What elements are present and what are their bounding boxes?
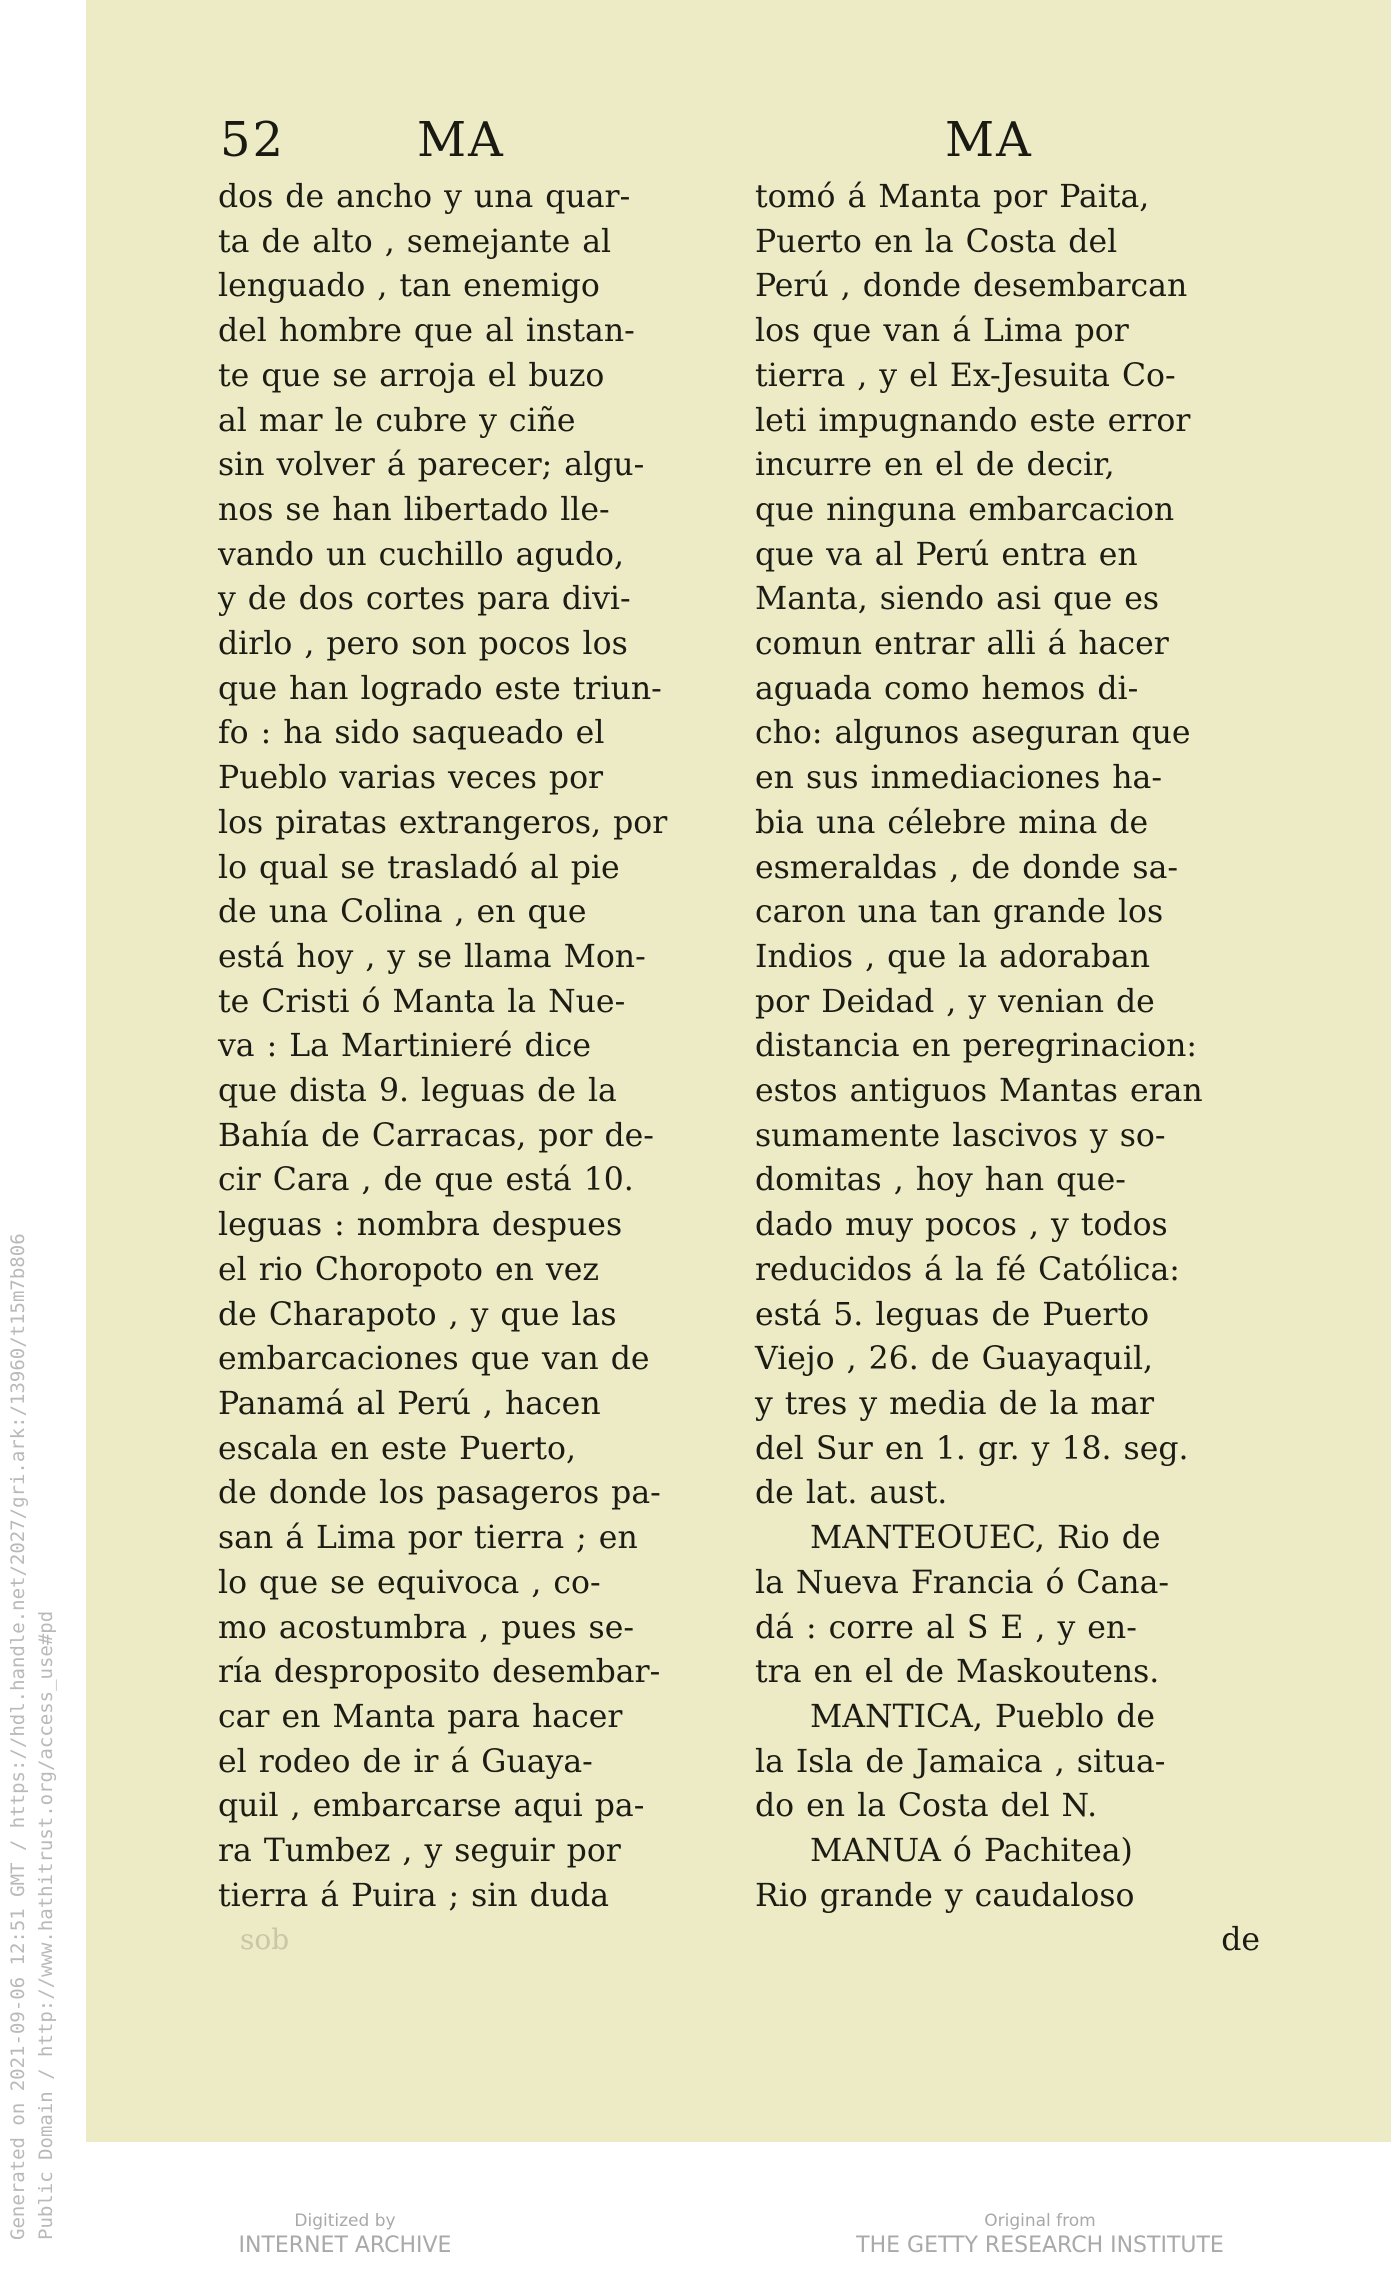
text-line: la Nueva Francia ó Cana- bbox=[755, 1564, 1170, 1601]
text-line: Manta, siendo asi que es bbox=[755, 581, 1160, 618]
text-line: leti impugnando este error bbox=[755, 402, 1191, 439]
text-line: comun entrar alli á hacer bbox=[755, 626, 1169, 663]
text-line: cir Cara , de que está 10. bbox=[218, 1162, 634, 1199]
text-line: lo que se equivoca , co- bbox=[218, 1564, 601, 1601]
catchword-right: de bbox=[1221, 1922, 1260, 1959]
text-line: nos se han libertado lle- bbox=[218, 491, 610, 528]
text-line: estos antiguos Mantas eran bbox=[755, 1073, 1203, 1110]
text-line: caron una tan grande los bbox=[755, 894, 1164, 931]
left-running-head: MA bbox=[417, 112, 505, 168]
text-line: que ninguna embarcacion bbox=[755, 491, 1175, 528]
text-line: car en Manta para hacer bbox=[218, 1698, 623, 1735]
text-line: dirlo , pero son pocos los bbox=[218, 626, 628, 663]
text-line: por Deidad , y venian de bbox=[755, 983, 1155, 1020]
text-line: de lat. aust. bbox=[755, 1475, 948, 1512]
text-line: del hombre que al instan- bbox=[218, 313, 635, 350]
text-line: tierra á Puira ; sin duda bbox=[218, 1877, 610, 1914]
text-line: que va al Perú entra en bbox=[755, 536, 1138, 573]
text-line: sin volver á parecer; algu- bbox=[218, 447, 645, 484]
text-line: bia una célebre mina de bbox=[755, 804, 1149, 841]
getty-institute-label: THE GETTY RESEARCH INSTITUTE bbox=[856, 2233, 1224, 2258]
text-line: do en la Costa del N. bbox=[755, 1788, 1098, 1825]
text-line: Pueblo varias veces por bbox=[218, 760, 604, 797]
text-line: está hoy , y se llama Mon- bbox=[218, 938, 646, 975]
text-line: de una Colina , en que bbox=[218, 894, 587, 931]
page-number: 52 bbox=[220, 112, 286, 168]
text-line: ra Tumbez , y seguir por bbox=[218, 1833, 621, 1870]
stamp-line-2: Public Domain / http://www.hathitrust.org/access_use#pd bbox=[35, 1610, 57, 2240]
text-line: fo : ha sido saqueado el bbox=[218, 715, 605, 752]
text-line: que han logrado este triun- bbox=[218, 670, 662, 707]
text-line: tomó á Manta por Paita, bbox=[755, 179, 1150, 215]
text-line: de donde los pasageros pa- bbox=[218, 1475, 661, 1512]
text-line: los piratas extrangeros, por bbox=[218, 804, 668, 841]
digitized-by-label: Digitized by bbox=[294, 2211, 396, 2231]
text-line: y de dos cortes para divi- bbox=[218, 581, 631, 618]
text-line: sumamente lascivos y so- bbox=[755, 1117, 1166, 1154]
text-line: ta de alto , semejante al bbox=[218, 223, 612, 260]
text-line: Rio grande y caudaloso bbox=[755, 1877, 1135, 1914]
text-line: lenguado , tan enemigo bbox=[218, 268, 600, 305]
right-running-head: MA bbox=[945, 112, 1033, 168]
generation-stamp bbox=[4, 1140, 60, 2240]
entry-headword-line: MANTICA, Pueblo de bbox=[810, 1698, 1156, 1735]
text-line: distancia en peregrinacion: bbox=[755, 1028, 1198, 1065]
text-line: tra en el de Maskoutens. bbox=[755, 1654, 1160, 1691]
digitized-by-credit bbox=[230, 2210, 460, 2260]
text-line: Puerto en la Costa del bbox=[755, 223, 1118, 260]
text-line: el rodeo de ir á Guaya- bbox=[218, 1743, 593, 1780]
text-line: Bahía de Carracas, por de- bbox=[218, 1117, 654, 1154]
text-line: está 5. leguas de Puerto bbox=[755, 1296, 1150, 1333]
text-line: san á Lima por tierra ; en bbox=[218, 1520, 638, 1557]
text-line: mo acostumbra , pues se- bbox=[218, 1609, 634, 1646]
text-line: aguada como hemos di- bbox=[755, 670, 1139, 707]
right-text-column bbox=[755, 175, 1260, 1963]
original-from-label: Original from bbox=[984, 2211, 1096, 2231]
text-line: Indios , que la adoraban bbox=[755, 938, 1151, 975]
stamp-line-1: Generated on 2021-09-06 12:51 GMT / https://hdl.handle.net/2027/gri.ark:/13960/t15m7b806 bbox=[7, 1233, 29, 2240]
text-line: embarcaciones que van de bbox=[218, 1341, 650, 1378]
text-line: escala en este Puerto, bbox=[218, 1430, 576, 1467]
text-line: la Isla de Jamaica , situa- bbox=[755, 1743, 1166, 1780]
text-line: esmeraldas , de donde sa- bbox=[755, 849, 1179, 886]
entry-headword-line: MANUA ó Pachitea) bbox=[810, 1833, 1133, 1870]
original-from-credit bbox=[840, 2210, 1240, 2260]
text-line: al mar le cubre y ciñe bbox=[218, 402, 576, 439]
text-line: ría desproposito desembar- bbox=[218, 1654, 661, 1691]
text-line: te que se arroja el buzo bbox=[218, 357, 605, 394]
text-line: lo qual se trasladó al pie bbox=[218, 849, 620, 886]
text-line: tierra , y el Ex-Jesuita Co- bbox=[755, 357, 1176, 394]
text-line: de Charapoto , y que las bbox=[218, 1296, 617, 1333]
entry-headword-line: MANTEOUEC, Rio de bbox=[810, 1520, 1161, 1557]
text-line: domitas , hoy han que- bbox=[755, 1162, 1126, 1199]
text-line: va : La Martinieré dice bbox=[218, 1028, 591, 1065]
bleed-through-text: sob bbox=[240, 1923, 290, 1956]
text-line: dado muy pocos , y todos bbox=[755, 1207, 1168, 1244]
text-line: el rio Choropoto en vez bbox=[218, 1251, 599, 1288]
text-line: los que van á Lima por bbox=[755, 313, 1129, 350]
text-line: vando un cuchillo agudo, bbox=[218, 536, 625, 573]
text-line: quil , embarcarse aqui pa- bbox=[218, 1788, 645, 1825]
text-line: cho: algunos aseguran que bbox=[755, 715, 1191, 752]
text-line: que dista 9. leguas de la bbox=[218, 1073, 617, 1110]
text-line: incurre en el de decir, bbox=[755, 447, 1115, 484]
text-line: Viejo , 26. de Guayaquil, bbox=[755, 1341, 1154, 1378]
text-line: te Cristi ó Manta la Nue- bbox=[218, 983, 626, 1020]
text-line: del Sur en 1. gr. y 18. seg. bbox=[755, 1430, 1189, 1467]
text-line: reducidos á la fé Católica: bbox=[755, 1251, 1180, 1288]
text-line: dos de ancho y una quar- bbox=[218, 179, 631, 215]
text-line: Perú , donde desembarcan bbox=[755, 268, 1188, 305]
text-line: dá : corre al S E , y en- bbox=[755, 1609, 1137, 1646]
left-text-column bbox=[218, 175, 723, 1918]
text-line: y tres y media de la mar bbox=[755, 1385, 1155, 1422]
internet-archive-label: INTERNET ARCHIVE bbox=[238, 2233, 452, 2258]
text-line: Panamá al Perú , hacen bbox=[218, 1385, 601, 1422]
text-line: leguas : nombra despues bbox=[218, 1207, 623, 1244]
text-line: en sus inmediaciones ha- bbox=[755, 760, 1162, 797]
